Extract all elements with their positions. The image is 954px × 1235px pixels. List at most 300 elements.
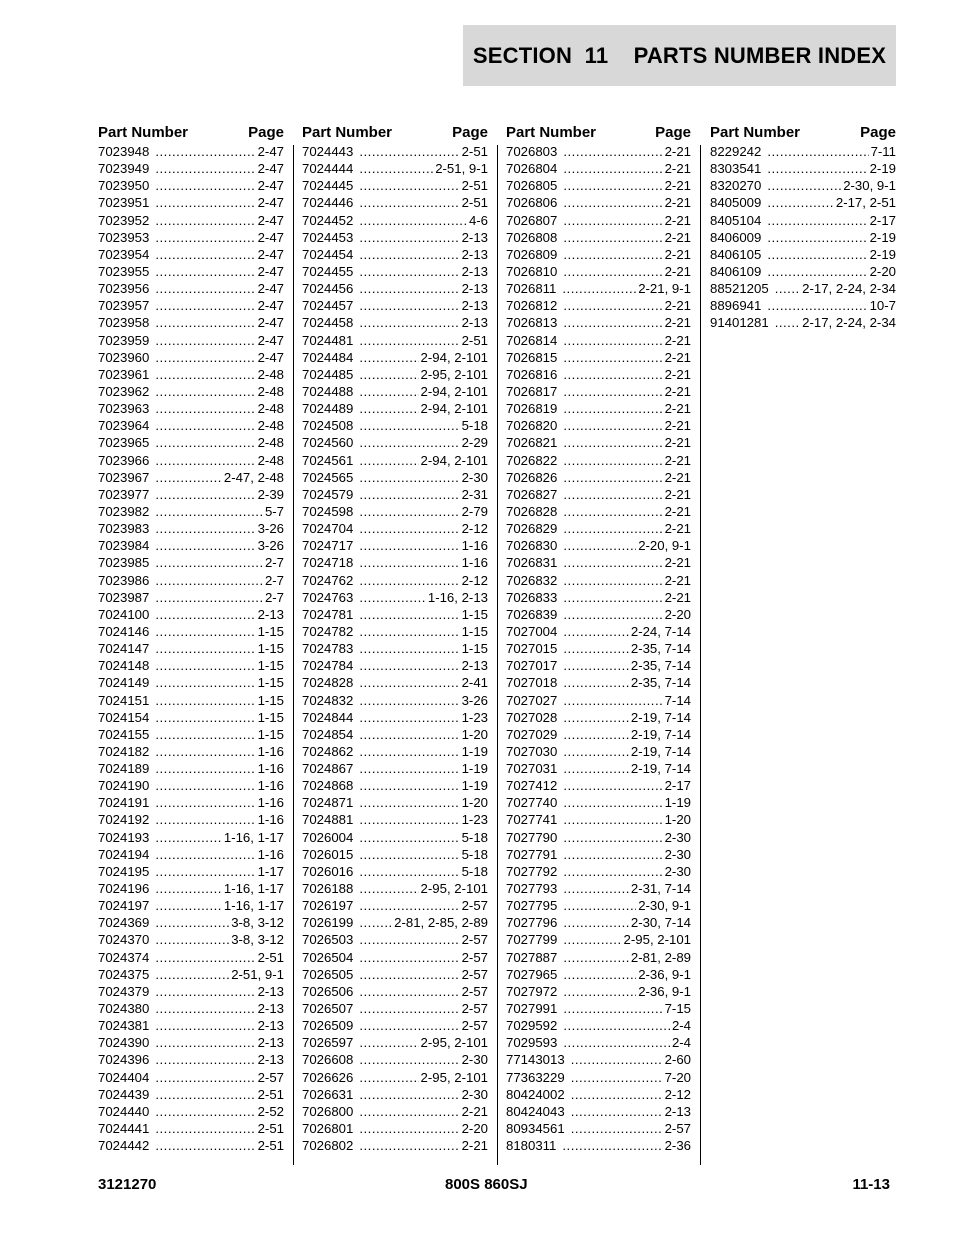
part-number: 7023949 xyxy=(98,161,150,177)
dot-leader xyxy=(155,829,222,846)
dot-leader xyxy=(155,452,255,469)
dot-leader xyxy=(563,434,662,451)
dot-leader xyxy=(155,726,255,743)
dot-leader xyxy=(155,623,255,640)
part-number: 7024781 xyxy=(302,606,354,622)
page-reference: 2-35, 7-14 xyxy=(630,658,691,674)
page-reference: 2-30 xyxy=(461,1052,488,1068)
dot-leader xyxy=(563,520,662,537)
index-entry xyxy=(506,314,691,331)
dot-leader xyxy=(359,349,418,366)
index-entry xyxy=(302,280,488,297)
index-entry xyxy=(506,1000,691,1017)
page-reference: 2-21 xyxy=(664,383,691,399)
dot-leader xyxy=(359,366,418,383)
dot-leader xyxy=(563,726,629,743)
index-entry xyxy=(98,743,284,760)
page-reference: 2-21 xyxy=(664,246,691,262)
page-reference: 2-51, 9-1 xyxy=(231,966,284,982)
index-entry xyxy=(506,1086,691,1103)
dot-leader xyxy=(155,349,255,366)
part-number: 7024579 xyxy=(302,486,354,502)
index-entry xyxy=(302,503,488,520)
dot-leader xyxy=(563,143,662,160)
dot-leader xyxy=(359,674,459,691)
index-entry xyxy=(506,692,691,709)
part-number: 7024717 xyxy=(302,538,354,554)
index-entry xyxy=(506,606,691,623)
index-entry xyxy=(506,1137,691,1154)
page-reference: 2-20, 9-1 xyxy=(638,538,691,554)
part-number-header: Part Number xyxy=(710,124,801,141)
index-entry xyxy=(302,623,488,640)
dot-leader xyxy=(155,640,255,657)
index-entry xyxy=(506,332,691,349)
index-entry xyxy=(302,914,488,931)
dot-leader xyxy=(359,143,459,160)
dot-leader xyxy=(563,949,629,966)
dot-leader xyxy=(563,160,662,177)
page-reference: 1-20 xyxy=(664,812,691,828)
index-entry xyxy=(506,657,691,674)
part-number: 7024508 xyxy=(302,418,354,434)
page-reference: 2-47, 2-48 xyxy=(223,469,284,485)
page-reference: 1-19 xyxy=(461,761,488,777)
index-entry xyxy=(710,143,896,160)
column-divider xyxy=(497,145,498,1165)
page-reference: 2-47 xyxy=(257,229,284,245)
dot-leader xyxy=(359,794,459,811)
part-number: 8229242 xyxy=(710,144,762,159)
part-number-header: Part Number xyxy=(302,124,393,141)
page-reference: 1-15 xyxy=(257,675,284,691)
part-number: 7023955 xyxy=(98,263,150,279)
index-entry xyxy=(98,297,284,314)
part-number: 7024783 xyxy=(302,641,354,657)
part-number: 7024456 xyxy=(302,281,354,297)
index-entry xyxy=(506,246,691,263)
dot-leader xyxy=(155,966,229,983)
dot-leader xyxy=(155,931,229,948)
index-entry xyxy=(710,194,896,211)
index-entry xyxy=(302,606,488,623)
part-number: 7024189 xyxy=(98,761,150,777)
part-number: 7026817 xyxy=(506,383,558,399)
page-reference: 2-20 xyxy=(869,263,896,279)
index-entry xyxy=(506,383,691,400)
part-number: 7026802 xyxy=(302,1138,354,1154)
index-column-3 xyxy=(506,117,691,1154)
page-reference: 5-7 xyxy=(264,503,284,519)
dot-leader xyxy=(155,486,255,503)
dot-leader xyxy=(359,606,459,623)
page-reference: 1-15 xyxy=(257,692,284,708)
dot-leader xyxy=(359,1120,459,1137)
page-reference: 2-57 xyxy=(461,1018,488,1034)
part-number: 7026816 xyxy=(506,366,558,382)
dot-leader xyxy=(155,434,255,451)
page-reference: 2-57 xyxy=(461,983,488,999)
dot-leader xyxy=(155,537,255,554)
part-number: 7027796 xyxy=(506,915,558,931)
index-entry xyxy=(506,811,691,828)
part-number: 7024484 xyxy=(302,349,354,365)
dot-leader xyxy=(563,177,662,194)
dot-leader xyxy=(359,452,418,469)
part-number: 7024453 xyxy=(302,229,354,245)
dot-leader xyxy=(563,469,662,486)
dot-leader xyxy=(359,966,459,983)
part-number: 7027887 xyxy=(506,949,558,965)
index-entry xyxy=(506,177,691,194)
index-entry xyxy=(98,400,284,417)
part-number: 7024196 xyxy=(98,881,150,897)
part-number: 7024782 xyxy=(302,623,354,639)
dot-leader xyxy=(563,606,662,623)
part-number-header: Part Number xyxy=(98,124,189,141)
page-reference: 2-47 xyxy=(257,298,284,314)
index-entry xyxy=(98,486,284,503)
page-reference: 2-48 xyxy=(257,383,284,399)
index-column-4 xyxy=(710,117,896,332)
page-reference: 1-16, 1-17 xyxy=(223,898,284,914)
column-divider xyxy=(293,145,294,1165)
part-number: 7026820 xyxy=(506,418,558,434)
page-reference: 2-4 xyxy=(671,1035,691,1051)
page-reference: 2-21 xyxy=(461,1138,488,1154)
dot-leader xyxy=(563,674,629,691)
dot-leader xyxy=(359,777,459,794)
index-entry xyxy=(506,640,691,657)
part-number: 7026810 xyxy=(506,263,558,279)
part-number: 7024444 xyxy=(302,161,354,177)
part-number: 7024784 xyxy=(302,658,354,674)
page-reference: 2-17, 2-51 xyxy=(835,195,896,211)
part-number: 7026812 xyxy=(506,298,558,314)
index-entry xyxy=(98,1137,284,1154)
index-entry xyxy=(506,760,691,777)
part-number: 7024704 xyxy=(302,521,354,537)
part-number: 7024868 xyxy=(302,778,354,794)
page-reference: 2-21 xyxy=(664,315,691,331)
page-reference: 2-48 xyxy=(257,452,284,468)
index-entry xyxy=(98,863,284,880)
index-entry xyxy=(302,572,488,589)
part-number: 7023965 xyxy=(98,435,150,451)
page-reference: 10-7 xyxy=(869,298,896,314)
dot-leader xyxy=(155,280,255,297)
index-entry xyxy=(302,1103,488,1120)
index-entry xyxy=(302,212,488,229)
index-entry xyxy=(506,229,691,246)
page-reference: 2-13 xyxy=(257,1018,284,1034)
page-reference: 2-13 xyxy=(461,281,488,297)
page-header: Page xyxy=(248,124,284,141)
dot-leader xyxy=(359,537,459,554)
dot-leader xyxy=(155,400,255,417)
dot-leader xyxy=(359,400,418,417)
page-reference: 2-47 xyxy=(257,195,284,211)
index-entry xyxy=(302,366,488,383)
page-reference: 5-18 xyxy=(461,863,488,879)
page-reference: 2-13 xyxy=(257,1052,284,1068)
part-number: 7027029 xyxy=(506,726,558,742)
index-entry xyxy=(302,1034,488,1051)
index-entry xyxy=(98,332,284,349)
part-number: 7026801 xyxy=(302,1121,354,1137)
page-reference: 1-16 xyxy=(257,812,284,828)
index-entry xyxy=(506,966,691,983)
page-reference: 2-94, 2-101 xyxy=(420,349,488,365)
page-reference: 2-35, 7-14 xyxy=(630,641,691,657)
index-entry xyxy=(302,863,488,880)
index-entry xyxy=(302,931,488,948)
dot-leader xyxy=(775,280,800,297)
page-reference: 2-21 xyxy=(664,401,691,417)
dot-leader xyxy=(563,914,629,931)
index-entry xyxy=(98,640,284,657)
page-reference: 2-30, 9-1 xyxy=(843,178,896,194)
part-number: 7027004 xyxy=(506,623,558,639)
index-entry xyxy=(506,537,691,554)
page-reference: 1-15 xyxy=(257,709,284,725)
part-number: 7024381 xyxy=(98,1018,150,1034)
dot-leader xyxy=(563,623,629,640)
part-number: 7026811 xyxy=(506,281,557,297)
page-reference: 2-12 xyxy=(664,1086,691,1102)
part-number: 7027791 xyxy=(506,846,558,862)
part-number: 7027795 xyxy=(506,898,558,914)
page-reference: 2-51 xyxy=(461,195,488,211)
part-number: 7023964 xyxy=(98,418,150,434)
index-entry xyxy=(506,794,691,811)
dot-leader xyxy=(359,914,392,931)
model-name: 800S 860SJ xyxy=(445,1176,528,1193)
page-reference: 5-18 xyxy=(461,418,488,434)
dot-leader xyxy=(155,743,255,760)
part-number: 7023987 xyxy=(98,589,150,605)
part-number: 77363229 xyxy=(506,1069,565,1085)
page-reference: 2-13 xyxy=(461,658,488,674)
part-number: 7024146 xyxy=(98,623,150,639)
index-entry xyxy=(302,640,488,657)
page-reference: 3-8, 3-12 xyxy=(231,915,284,931)
dot-leader xyxy=(563,811,662,828)
dot-leader xyxy=(563,846,662,863)
dot-leader xyxy=(571,1120,663,1137)
index-entry xyxy=(506,1034,691,1051)
index-entry xyxy=(506,572,691,589)
index-entry xyxy=(302,486,488,503)
dot-leader xyxy=(155,1000,255,1017)
page-reference: 1-16 xyxy=(461,538,488,554)
dot-leader xyxy=(767,263,867,280)
index-entry xyxy=(710,280,896,297)
index-entry xyxy=(302,143,488,160)
part-number: 7024481 xyxy=(302,332,354,348)
dot-leader xyxy=(767,297,867,314)
dot-leader xyxy=(563,657,629,674)
index-entry xyxy=(710,160,896,177)
page-reference: 2-13 xyxy=(257,606,284,622)
dot-leader xyxy=(155,692,255,709)
dot-leader xyxy=(563,486,662,503)
index-entry xyxy=(98,280,284,297)
index-entry xyxy=(98,160,284,177)
part-number: 7026015 xyxy=(302,846,354,862)
part-number: 7026808 xyxy=(506,229,558,245)
dot-leader xyxy=(155,194,255,211)
part-number: 7024193 xyxy=(98,829,150,845)
page-reference: 2-21 xyxy=(664,349,691,365)
part-number: 7024455 xyxy=(302,263,354,279)
dot-leader xyxy=(155,1051,255,1068)
part-number: 7026608 xyxy=(302,1052,354,1068)
page-reference: 2-51 xyxy=(257,1121,284,1137)
part-number: 7024446 xyxy=(302,195,354,211)
index-entry xyxy=(710,229,896,246)
dot-leader xyxy=(155,1137,255,1154)
index-entry xyxy=(302,314,488,331)
dot-leader xyxy=(563,229,662,246)
index-entry xyxy=(506,263,691,280)
page-reference: 2-51, 9-1 xyxy=(435,161,488,177)
page-reference: 2-21 xyxy=(664,144,691,159)
index-entry xyxy=(302,1137,488,1154)
page-reference: 2-95, 2-101 xyxy=(420,1069,488,1085)
part-number: 7027799 xyxy=(506,932,558,948)
index-entry xyxy=(506,212,691,229)
index-entry xyxy=(506,880,691,897)
part-number: 7026507 xyxy=(302,1001,354,1017)
page-reference: 2-95, 2-101 xyxy=(420,1035,488,1051)
page-reference: 2-24, 7-14 xyxy=(630,623,691,639)
part-number: 7026188 xyxy=(302,881,354,897)
index-entry xyxy=(98,229,284,246)
part-number: 91401281 xyxy=(710,315,769,331)
page-reference: 1-15 xyxy=(257,641,284,657)
dot-leader xyxy=(155,212,255,229)
index-entry xyxy=(98,983,284,1000)
dot-leader xyxy=(563,194,662,211)
page-reference: 2-20 xyxy=(664,606,691,622)
part-number: 7026004 xyxy=(302,829,354,845)
page-reference: 2-47 xyxy=(257,144,284,159)
index-entry xyxy=(98,314,284,331)
dot-leader xyxy=(359,503,459,520)
part-number: 7026809 xyxy=(506,246,558,262)
part-number: 7023956 xyxy=(98,281,150,297)
index-entry xyxy=(98,177,284,194)
page-reference: 2-47 xyxy=(257,178,284,194)
index-entry xyxy=(506,949,691,966)
index-entry xyxy=(506,777,691,794)
dot-leader xyxy=(767,160,867,177)
page-reference: 7-15 xyxy=(664,1001,691,1017)
part-number: 7024458 xyxy=(302,315,354,331)
index-entry xyxy=(98,1086,284,1103)
index-entry xyxy=(98,846,284,863)
dot-leader xyxy=(155,863,255,880)
dot-leader xyxy=(359,623,459,640)
page-reference: 2-13 xyxy=(461,246,488,262)
part-number: 7023982 xyxy=(98,503,150,519)
index-entry xyxy=(302,966,488,983)
index-entry xyxy=(98,811,284,828)
page-reference: 2-51 xyxy=(461,144,488,159)
page-reference: 2-4 xyxy=(671,1018,691,1034)
part-number: 8303541 xyxy=(710,161,762,177)
dot-leader xyxy=(359,589,426,606)
column-header xyxy=(302,117,488,141)
part-number: 7029593 xyxy=(506,1035,558,1051)
page-reference: 2-51 xyxy=(461,332,488,348)
page-reference: 2-79 xyxy=(461,503,488,519)
page-header: Page xyxy=(655,124,691,141)
index-entry xyxy=(506,846,691,863)
part-number: 80424002 xyxy=(506,1086,565,1102)
index-entry xyxy=(98,709,284,726)
page-reference: 2-30 xyxy=(461,1086,488,1102)
index-entry xyxy=(98,623,284,640)
dot-leader xyxy=(155,366,255,383)
dot-leader xyxy=(563,794,662,811)
part-number: 7026826 xyxy=(506,469,558,485)
page-title: PARTS NUMBER INDEX xyxy=(633,42,887,68)
dot-leader xyxy=(155,1086,255,1103)
page-reference: 2-20 xyxy=(461,1121,488,1137)
dot-leader xyxy=(155,1017,255,1034)
index-entry xyxy=(302,949,488,966)
part-number: 7027017 xyxy=(506,658,558,674)
dot-leader xyxy=(563,692,662,709)
part-number: 7024844 xyxy=(302,709,354,725)
part-number: 80424043 xyxy=(506,1103,565,1119)
section-title-banner xyxy=(463,25,896,86)
part-number: 88521205 xyxy=(710,281,769,297)
index-entry xyxy=(506,520,691,537)
dot-leader xyxy=(767,212,867,229)
part-number: 7024832 xyxy=(302,692,354,708)
part-number: 7027015 xyxy=(506,641,558,657)
part-number: 7027972 xyxy=(506,983,558,999)
part-number: 7023963 xyxy=(98,401,150,417)
part-number: 7023986 xyxy=(98,572,150,588)
index-entry xyxy=(98,143,284,160)
dot-leader xyxy=(359,760,459,777)
page-reference: 2-7 xyxy=(264,555,284,571)
part-number: 7027792 xyxy=(506,863,558,879)
part-number: 7024148 xyxy=(98,658,150,674)
page-reference: 3-8, 3-12 xyxy=(231,932,284,948)
part-number: 7024379 xyxy=(98,983,150,999)
index-entry xyxy=(98,1000,284,1017)
dot-leader xyxy=(563,1017,670,1034)
part-number: 7024149 xyxy=(98,675,150,691)
page-reference: 1-15 xyxy=(461,606,488,622)
part-number: 7026833 xyxy=(506,589,558,605)
part-number: 7026822 xyxy=(506,452,558,468)
part-number: 7024147 xyxy=(98,641,150,657)
section-label: SECTION 11 xyxy=(472,42,609,68)
page-reference: 2-47 xyxy=(257,161,284,177)
dot-leader xyxy=(359,314,459,331)
part-number: 80934561 xyxy=(506,1121,565,1137)
part-number: 7026631 xyxy=(302,1086,354,1102)
index-entry xyxy=(506,709,691,726)
dot-leader xyxy=(155,760,255,777)
page-reference: 2-13 xyxy=(257,1001,284,1017)
